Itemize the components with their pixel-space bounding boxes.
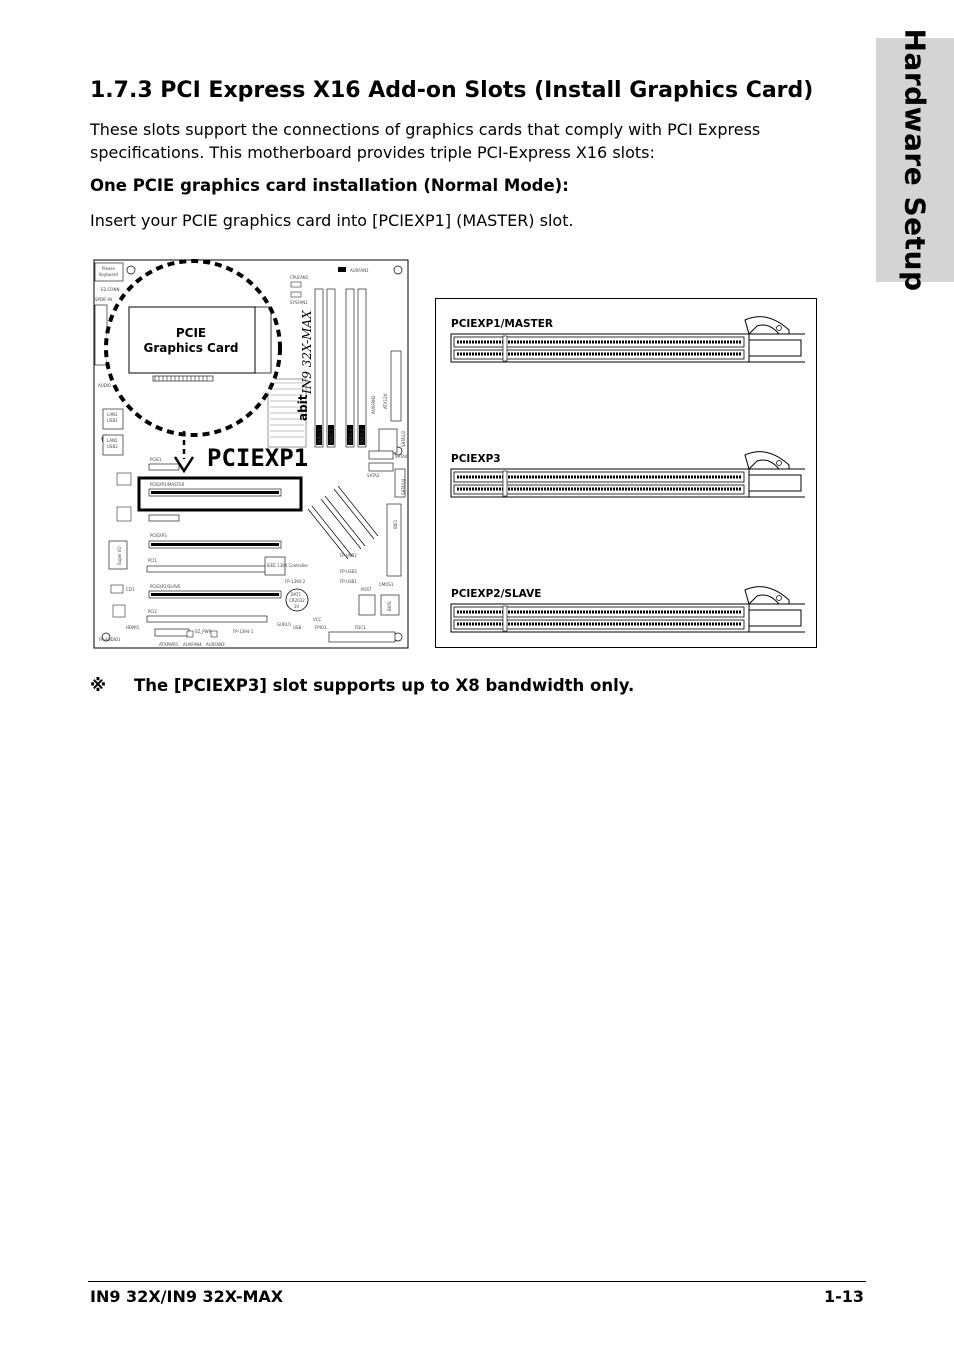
label-vcc: VCC <box>313 617 322 622</box>
label-dimm3: DDR2 3 <box>348 428 353 444</box>
label-fp-usb1: FP-USB1 <box>340 579 357 584</box>
label-pciexp3: PCIEXP3 <box>150 533 167 538</box>
label-spdif: SPDIF-IN <box>95 297 113 302</box>
label-fp1394-1: FP-1394-1 <box>233 629 254 634</box>
label-sysfan: SYSFAN1 <box>290 300 308 305</box>
label-atx12v: ATX12V <box>383 393 388 409</box>
label-fp1394-2: FP-1394-2 <box>285 579 306 584</box>
board-model-text: IN9 32X-MAX <box>300 310 314 394</box>
label-super-io: Super I/O <box>117 546 122 565</box>
label-auxfan1: AUXFAN1 <box>350 268 369 273</box>
label-sata-right: SATA1/2 <box>401 430 406 447</box>
label-ieee: IEEE 1394 Controller <box>267 563 309 568</box>
footer-model: IN9 32X/IN9 32X-MAX <box>90 1287 284 1306</box>
board-brand: abit <box>296 394 310 421</box>
label-cmos1: CMOS1 <box>379 582 394 587</box>
label-ez-pwr: EZ_PWR <box>195 629 212 634</box>
side-tab <box>876 28 954 292</box>
label-cr2032: CR2032 <box>289 598 305 603</box>
label-cpufan: CPUFAN1 <box>290 275 309 280</box>
label-auxfan2: AUXFAN2 <box>371 395 376 414</box>
label-sata2: SATA2 <box>367 473 380 478</box>
slot-pciexp3-drawing <box>449 451 805 501</box>
instruction-text: Insert your PCIE graphics card into [PCIEXP1] (MASTER) slot. <box>90 211 574 230</box>
card-label-graphics: Graphics Card <box>143 341 239 355</box>
label-auxfan4: AUXFAN4 <box>183 642 202 647</box>
label-pci1: PCI1 <box>148 558 157 563</box>
note-text: The [PCIEXP3] slot supports up to X8 bandwidth only. <box>134 676 635 695</box>
slot-pciexp1-drawing <box>449 316 805 366</box>
card-label-pcie: PCIE <box>175 326 207 340</box>
label-fp-audio: FP-AUDIO1 <box>99 637 121 642</box>
label-pciexp1-master: PCIEXP1/MASTER <box>150 482 185 487</box>
label-lan2: LAN2 <box>107 438 118 443</box>
label-audio: AUDIO <box>98 383 112 388</box>
bandwidth-note <box>90 676 634 695</box>
pciexp1-callout: PCIEXP1 <box>207 444 309 472</box>
label-fpio1: FPIO1 <box>315 625 327 630</box>
label-hdmi1: HDMI1 <box>126 625 140 630</box>
slot-label-pciexp1: PCIEXP1/MASTER <box>451 318 553 330</box>
label-dimm4: DDR2 4 <box>360 428 365 444</box>
label-usb: USB <box>293 625 302 630</box>
label-fdc1: FDC1 <box>355 625 366 630</box>
subheading: One PCIE graphics card installation (Normal Mode): <box>90 176 569 195</box>
label-please: Please <box>102 266 115 271</box>
footer-page-number: 1-13 <box>823 1287 864 1306</box>
label-bat-v: 3V <box>294 604 300 609</box>
label-sata-left: SATA3/4 <box>401 478 406 495</box>
label-pci2: PCI2 <box>148 609 157 614</box>
label-e2conn: E2-CONN <box>101 287 120 292</box>
label-sata4: SATA4 <box>395 454 408 459</box>
slot-label-pciexp3: PCIEXP3 <box>451 453 501 465</box>
label-usb2: USB2 <box>107 444 118 449</box>
label-auxfan3: AUXFAN3 <box>206 642 225 647</box>
label-keyboard: Keyboard <box>99 272 118 277</box>
slot-label-pciexp2: PCIEXP2/SLAVE <box>451 588 542 600</box>
label-post: POST <box>361 587 372 592</box>
motherboard-diagram <box>93 259 411 651</box>
note-mark: ※ <box>90 676 107 695</box>
label-lan1: LAN1 <box>107 412 118 417</box>
label-usb1: USB1 <box>107 418 118 423</box>
side-tab-label: Hardware Setup <box>898 28 932 292</box>
label-cd1: CD1 <box>126 587 135 592</box>
intro-paragraph: These slots support the connections of graphics cards that comply with PCI Express specifications. This motherboard provides triple PCI-Express X16 slots: <box>90 120 761 162</box>
label-guru1: GURU1 <box>277 622 292 627</box>
label-dimm2: DDR2 2 <box>329 428 334 444</box>
footer-divider <box>88 1281 866 1282</box>
label-fp-usb3: FP-USB3 <box>340 569 357 574</box>
label-dimm1: DDR2 1 <box>317 428 322 444</box>
label-atxpwr1: ATXPWR1 <box>159 642 179 647</box>
label-pciexp2-slave: PCIEXP2/SLAVE <box>150 584 181 589</box>
label-bat1: BAT1 <box>291 592 302 597</box>
label-bios: BIOS <box>387 601 392 611</box>
label-pcie1: PCIE1 <box>150 457 162 462</box>
label-ide1: IDE1 <box>393 519 398 529</box>
label-fp-usb2: FP-USB2 <box>340 553 357 558</box>
slot-pciexp2-drawing <box>449 586 805 636</box>
section-title: 1.7.3 PCI Express X16 Add-on Slots (Install Graphics Card) <box>90 78 814 103</box>
slots-figure <box>435 298 817 648</box>
